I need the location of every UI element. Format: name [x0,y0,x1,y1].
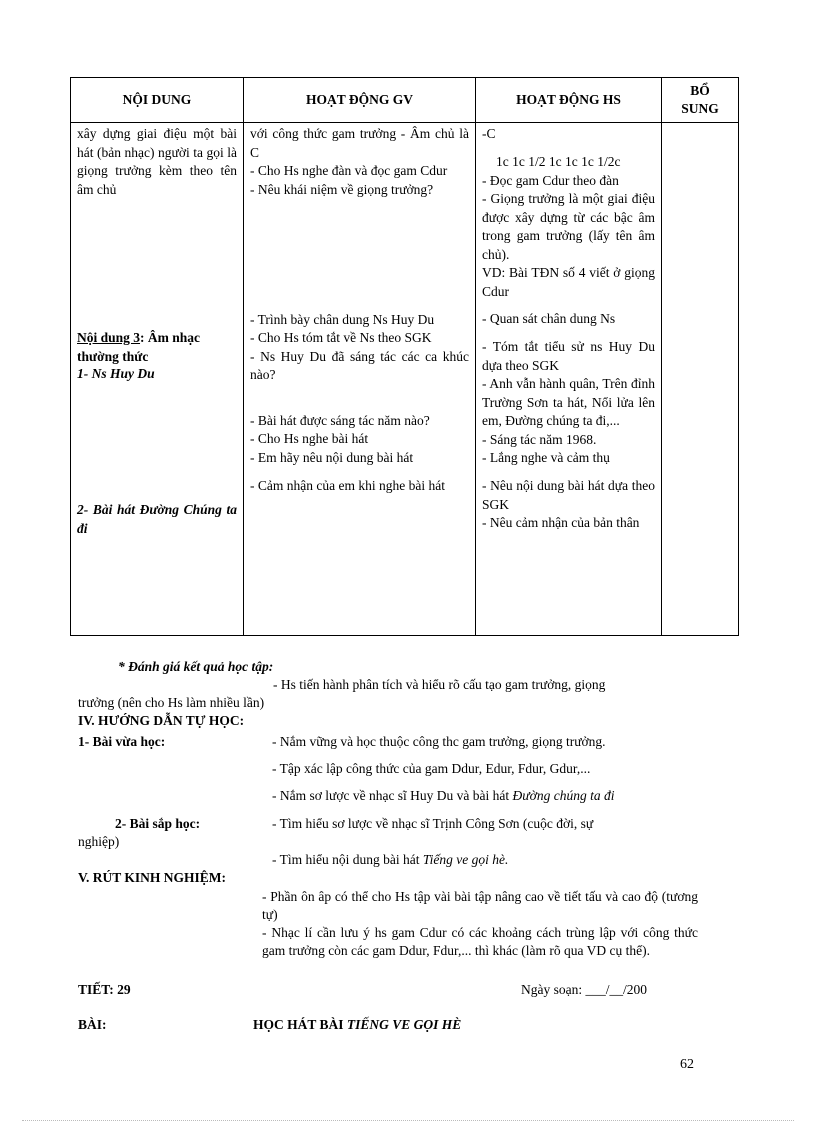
date-label-text: Ngày soạn: [521,982,583,997]
tiet-label: TIẾT: 29 [78,982,131,997]
section-4-sub2-label: 2- Bài sắp học: [115,816,201,831]
gv-line: - Nêu khái niệm về giọng trưởng? [250,181,434,197]
gv-line: - Cho Hs nghe bài hát [250,431,369,446]
page-number: 62 [680,1057,694,1072]
noi-dung-3-title: : Âm nhạc thường thức [77,330,201,364]
section-4-heading: IV. HƯỚNG DẪN TỰ HỌC: [78,713,245,728]
lesson-title-song: TIẾNG VE GỌI HÈ [346,1017,462,1032]
hs-line: - Sáng tác năm 1968. [482,431,597,447]
gv-line: - Ns Huy Du đã sáng tác các ca khúc nào? [250,348,469,382]
table-header-row [71,78,739,123]
col-hoat-dong-hs [476,123,662,636]
col-bo-sung [662,123,739,636]
item-bai-hat: 2- Bài hát Đường Chúng ta đi [77,502,237,536]
noi-dung-intro: xây dựng giai điệu một bài hát (bản nhạc) người ta gọi là giọng trưởng kèm theo tên âm chủ [77,126,237,197]
gv-line: - Trình bày chân dung Ns Huy Du [250,311,435,327]
section-5-item: - Nhạc lí cần lưu ý hs gam Cdur có các khoảng cách trùng lập với công thức gam trưởng còn các gam Ddur, Fdur,... thì khác (làm rõ qua VD cụ thể). [262,925,698,958]
table-row [71,123,739,636]
hs-line: -C [482,126,496,141]
header-hoat-dong-hs: HOẠT ĐỘNG HS [476,78,662,123]
sub2-item2-text: - Tìm hiểu nội dung bài hát [272,852,423,867]
hs-line: 1c 1c 1/2 1c 1c 1c 1/2c [496,154,621,169]
gv-line: - Cho Hs tóm tắt về Ns theo SGK [250,330,432,345]
section-4-sub2-item: - Tìm hiểu sơ lược về nhạc sĩ Trịnh Công Sơn (cuộc đời, sự [272,816,594,831]
lesson-title-plain: HỌC HÁT BÀI [253,1017,347,1032]
hs-line: - Anh vẫn hành quân, Trên đỉnh Trường Sơn ta hát, Nổi lửa lên em, Đường chúng ta đi,... [482,376,655,428]
assessment-heading: * Đánh giá kết quả học tập: [118,659,274,674]
assessment-text-cont: trưởng (nên cho Hs làm nhiều lần) [78,695,265,710]
hs-line: - Tóm tắt tiểu sử ns Huy Du dựa theo SGK [482,339,655,373]
lesson-title [253,1016,461,1034]
header-hoat-dong-gv: HOẠT ĐỘNG GV [244,78,476,123]
hs-line: - Đọc gam Cdur theo đàn [482,172,619,188]
gv-line: - Bài hát được sáng tác năm nào? [250,412,430,428]
section-5-item: - Phần ôn âp có thể cho Hs tập vài bài tập nâng cao về tiết tấu và cao độ (tương tự) [262,889,698,922]
gv-line: - Cảm nhận của em khi nghe bài hát [250,477,445,493]
item-ns-huy-du: 1- Ns Huy Du [77,366,155,381]
hs-line: - Lắng nghe và cảm thụ [482,450,610,465]
hs-line: - Giọng trưởng là một giai điệu được xây dựng từ các bậc âm trong gam trưởng (lấy tên âm chủ). [482,191,655,262]
gv-line: - Em hãy nêu nội dung bài hát [250,449,414,465]
header-noi-dung: NỘI DUNG [71,78,244,123]
bai-label: BÀI: [78,1017,107,1032]
sub1-item3-song: Đường chúng ta đi [512,788,615,803]
col-noi-dung [71,123,244,636]
noi-dung-3-heading [77,329,237,365]
hs-line: - Nêu cảm nhận của bản thân [482,515,640,530]
section-4-sub1-item: - Tập xác lập công thức của gam Ddur, Edur, Fdur, Gdur,... [272,761,591,776]
section-4-sub1-label: 1- Bài vừa học: [78,734,166,749]
hs-line: - Nêu nội dung bài hát dựa theo SGK [482,478,655,512]
noi-dung-3-label: Nội dung 3 [77,330,141,345]
header-bo-sung: BỔ SUNG [662,78,739,123]
section-5-heading: V. RÚT KINH NGHIỆM: [78,870,227,885]
sub2-item2-song: Tiếng ve gọi hè. [422,852,509,867]
section-4-sub2-item-cont: nghiệp) [78,834,120,849]
date-label [521,981,647,999]
assessment-text: - Hs tiến hành phân tích và hiểu rõ cấu tạo gam trưởng, giọng [273,677,606,692]
gv-line: với công thức gam trưởng - Âm chủ là C [250,126,469,160]
hs-line: VD: Bài TĐN số 4 viết ở giọng Cdur [482,265,655,299]
gv-line: - Cho Hs nghe đàn và đọc gam Cdur [250,163,448,178]
col-hoat-dong-gv [244,123,476,636]
page-bottom-divider [22,1120,794,1121]
section-4-sub1-item [272,787,614,805]
hs-line: - Quan sát chân dung Ns [482,311,616,326]
section-4-sub2-item [272,851,508,869]
lesson-plan-table [70,77,739,636]
date-value: ___/__/200 [585,982,648,997]
sub1-item3-text: - Nắm sơ lược về nhạc sĩ Huy Du và bài hát [272,788,513,803]
section-4-sub1-item: - Nắm vững và học thuộc công thc gam trưởng, giọng trưởng. [272,734,606,749]
